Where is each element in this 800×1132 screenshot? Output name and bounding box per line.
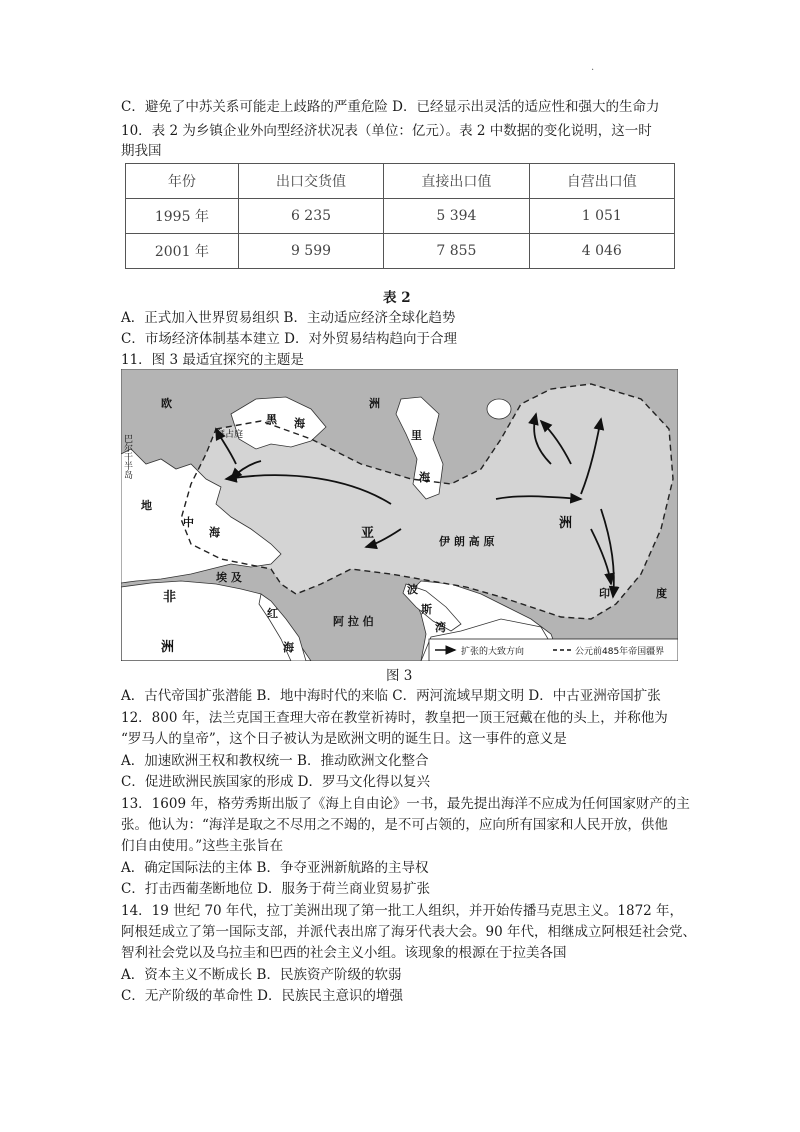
q11-options: A．古代帝国扩张潜能 B．地中海时代的来临 C．两河流域早期文明 D．中古亚洲帝国扩张 [121, 688, 661, 704]
table-cell: 9 599 [238, 234, 383, 269]
q12-options-ab: A．加速欧洲王权和教权统一 B．推动欧洲文化整合 [121, 753, 429, 769]
map-caption: 图 3 [386, 668, 413, 684]
table-header-cell: 出口交货值 [238, 164, 383, 199]
q12-stem-line-1: 12．800 年，法兰克国王查理大帝在教堂祈祷时，教皇把一顶王冠戴在他的头上，并称他为 [121, 710, 668, 726]
label-india-2: 度 [656, 587, 667, 600]
q12-options-cd: C．促进欧洲民族国家的形成 D．罗马文化得以复兴 [121, 774, 430, 790]
label-caspian-2: 海 [419, 471, 430, 484]
q13-options-cd: C．打击西葡垄断地位 D．服务于荷兰商业贸易扩张 [121, 881, 430, 897]
table-cell: 4 046 [529, 234, 674, 269]
q14-stem-line-1: 14．19 世纪 70 年代，拉丁美洲出现了第一批工人组织，并开始传播马克思主义。1872 年， [121, 903, 684, 919]
label-gulf-2: 斯 [421, 603, 432, 616]
legend-border-label: 公元前485年帝国疆界 [575, 647, 665, 657]
q10-stem-line-2: 期我国 [121, 143, 162, 159]
table-cell: 2001 年 [126, 234, 239, 269]
q10-options-cd: C．市场经济体制基本建立 D．对外贸易结构趋向于合理 [121, 331, 457, 347]
q13-stem-line-3: 们自由使用。”这些主张旨在 [121, 838, 284, 854]
label-balkans: 巴尔干半岛 [122, 434, 132, 479]
table-cell: 1 051 [529, 199, 674, 234]
q10-options-ab: A．正式加入世界贸易组织 B．主动适应经济全球化趋势 [121, 310, 456, 326]
q14-stem-line-2: 阿根廷成立了第一国际支部，并派代表出席了海牙代表大会。90 年代，相继成立阿根廷社会党、 [121, 924, 696, 940]
label-red-sea-1: 红 [267, 607, 278, 620]
map-legend [429, 639, 678, 661]
label-red-sea-2: 海 [283, 641, 294, 654]
label-med-1: 地 [141, 499, 152, 512]
table-caption: 表 2 [383, 290, 411, 306]
label-caspian-1: 里 [411, 429, 422, 442]
legend-arrow-label: 扩张的大致方向 [461, 647, 525, 657]
label-byzantium: 拜占庭 [216, 430, 244, 440]
label-black-sea-2: 海 [294, 417, 305, 430]
label-africa-1: 非 [163, 590, 177, 605]
table-cell: 6 235 [238, 199, 383, 234]
q14-options-ab: A．资本主义不断成长 B．民族资产阶级的软弱 [121, 967, 402, 983]
table-cell: 1995 年 [126, 199, 239, 234]
label-africa-2: 洲 [161, 640, 175, 655]
label-gulf-3: 湾 [435, 621, 446, 634]
label-india-1: 印 [599, 587, 610, 600]
q11-stem: 11．图 3 最适宜探究的主题是 [121, 352, 304, 368]
q14-options-cd: C．无产阶级的革命性 D．民族民主意识的增强 [121, 988, 403, 1004]
page-mark: . [591, 62, 595, 73]
q13-options-ab: A．确定国际法的主体 B．争夺亚洲新航路的主导权 [121, 860, 429, 876]
label-black-sea-1: 黑 [266, 413, 277, 426]
label-med-3: 海 [209, 526, 220, 539]
table-row [126, 234, 675, 269]
label-arabia: 阿 拉 伯 [333, 615, 374, 628]
table-header-row [126, 164, 675, 199]
table-header-cell: 自营出口值 [529, 164, 674, 199]
table-cell: 7 855 [384, 234, 529, 269]
q12-stem-line-2: “罗马人的皇帝”，这个日子被认为是欧洲文明的诞生日。这一事件的意义是 [121, 731, 567, 747]
label-europe-1: 欧 [161, 397, 172, 410]
q13-stem-line-1: 13．1609 年，格劳秀斯出版了《海上自由论》一书，最先提出海洋不应成为任何国家财产的主 [121, 796, 690, 812]
label-gulf-1: 波 [407, 583, 418, 596]
label-asia-2: 洲 [559, 516, 573, 531]
q14-stem-line-3: 智利社会党以及乌拉圭和巴西的社会主义小组。该现象的根源在于拉美各国 [121, 945, 567, 961]
label-europe-2: 洲 [369, 397, 380, 410]
table-row [126, 199, 675, 234]
label-med-2: 中 [183, 516, 194, 529]
q9-options-cd: C．避免了中苏关系可能走上歧路的严重危险 D．已经显示出灵活的适应性和强大的生命力 [121, 99, 660, 115]
table-2 [125, 163, 675, 269]
table-header-cell: 年份 [126, 164, 239, 199]
label-iran-plateau: 伊 朗 高 原 [439, 535, 495, 548]
aral-lake [487, 399, 511, 419]
table-cell: 5 394 [384, 199, 529, 234]
q10-stem-line-1: 10．表 2 为乡镇企业外向型经济状况表（单位：亿元）。表 2 中数据的变化说明，这一时 [121, 123, 652, 139]
table-header-cell: 直接出口值 [384, 164, 529, 199]
q13-stem-line-2: 张。他认为：“海洋是取之不尽用之不竭的，是不可占领的，应向所有国家和人民开放，供他 [121, 817, 668, 833]
label-egypt: 埃 及 [216, 571, 242, 584]
label-asia-1: 亚 [361, 526, 375, 541]
map-figure-3 [121, 369, 678, 661]
